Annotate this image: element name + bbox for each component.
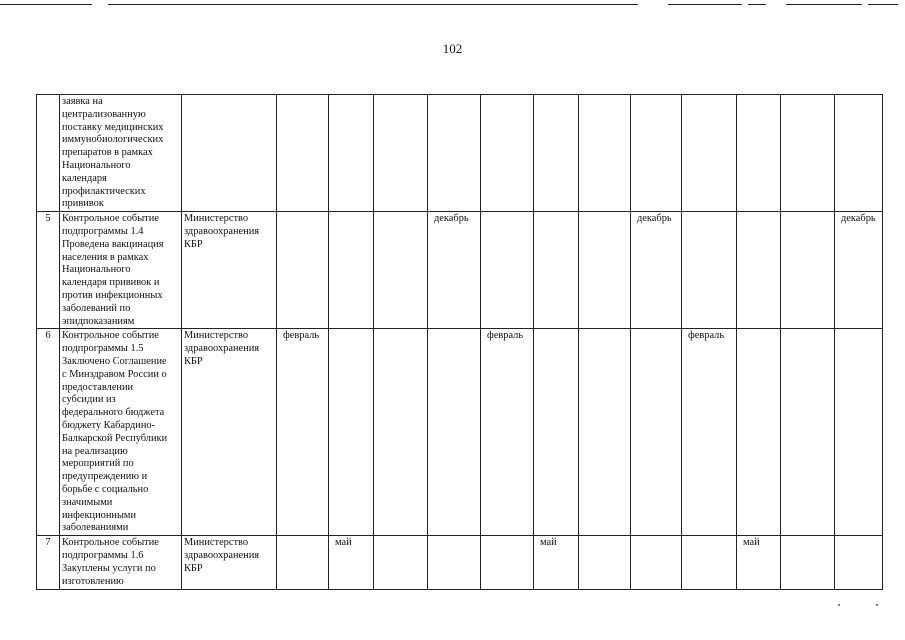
executor-cell [182,536,277,589]
month-cell [374,329,428,536]
month-cell [374,536,428,589]
month-cell [682,536,737,589]
page-number: 102 [442,41,463,56]
month-cell [481,95,534,212]
month-cell [374,212,428,329]
event-cell [60,329,182,536]
month-cell: февраль [682,329,737,536]
scan-speck [876,604,878,606]
table-row-6 [37,329,883,536]
month-cell [534,212,579,329]
header-rule-right-1 [668,4,742,5]
month-cell: декабрь [835,212,883,329]
month-cell [631,536,682,589]
event-text: Контрольное событие подпрограммы 1.6 Закуплены услуги по изготовлению [62,537,159,587]
month-cell: май [737,536,781,589]
header-rule-right-3 [786,4,862,5]
month-cell [534,329,579,536]
executor-text: Министерство здравоохранения КБР [184,330,260,367]
month-cell [579,536,631,589]
header-rule-right-2 [748,4,766,5]
executor-text: Министерство здравоохранения КБР [184,537,260,574]
month-cell [481,536,534,589]
header-rule-right-4 [868,4,898,5]
month-cell: май [534,536,579,589]
event-text: Контрольное событие подпрограммы 1.4 Проведена вакцинация населения в рамках Национального календаря прививок и против инфекционных заболеваний по эпидпоказаниям [62,213,164,327]
scan-speck [838,604,840,606]
month-cell [374,95,428,212]
month-cell: декабрь [428,212,481,329]
month-cell [534,95,579,212]
month-cell [579,95,631,212]
event-text: Контрольное событие подпрограммы 1.5 Заключено Соглашение с Минздравом России о предоставлении субсидии из федерального бюджета бюджету Кабардино- Балкарской Республики на реализацию мероприятий по предупреждению и борьбе с социально значимыми инфекционными заболеваниями [62,330,168,534]
month-cell [682,95,737,212]
month-cell [329,329,374,536]
event-cell [60,95,182,212]
month-cell [781,329,835,536]
month-cell [781,536,835,589]
row-number: 6 [37,329,60,536]
month-cell [781,212,835,329]
executor-cell [182,212,277,329]
month-cell [579,329,631,536]
row-number [37,95,60,212]
month-cell [737,212,781,329]
month-cell [277,95,329,212]
month-cell [329,212,374,329]
month-cell: декабрь [631,212,682,329]
event-text: заявка на централизованную поставку медицинских иммунобиологических препаратов в рамках Национального календаря профилактических прививок [62,96,164,210]
row-number: 5 [37,212,60,329]
month-cell [428,95,481,212]
month-cell [835,536,883,589]
month-cell [682,212,737,329]
month-cell [428,329,481,536]
month-cell [277,212,329,329]
row-number: 7 [37,536,60,589]
schedule-table [36,94,883,590]
month-cell [329,95,374,212]
month-cell [737,329,781,536]
month-cell [631,95,682,212]
header-rule-center [108,4,638,5]
table-row-continuation [37,95,883,212]
month-cell: февраль [481,329,534,536]
month-cell: февраль [277,329,329,536]
month-cell [737,95,781,212]
month-cell [481,212,534,329]
month-cell: май [329,536,374,589]
executor-text: Министерство здравоохранения КБР [184,213,260,250]
month-cell [428,536,481,589]
month-cell [835,95,883,212]
month-cell [781,95,835,212]
month-cell [579,212,631,329]
header-rule-left [0,4,92,5]
table-row-5 [37,212,883,329]
executor-cell [182,329,277,536]
month-cell [835,329,883,536]
table-row-7 [37,536,883,589]
executor-cell [182,95,277,212]
event-cell [60,536,182,589]
event-cell [60,212,182,329]
month-cell [631,329,682,536]
month-cell [277,536,329,589]
